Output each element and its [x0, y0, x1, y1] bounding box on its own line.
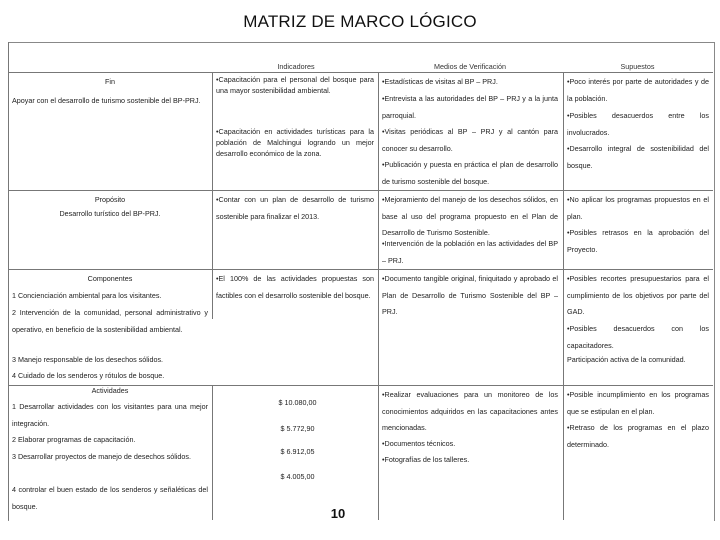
componente-1: 1 Concienciación ambiental para los visitantes.: [12, 291, 162, 300]
monto-2: $ 5.772,90: [280, 424, 315, 433]
fin-indicador-2: •Capacitación en actividades turísticas para la población de Malchingui logrando un mejor desarrollo económico de la zona.: [216, 127, 374, 158]
fin-supuesto-1: •Poco interés por parte de autoridades y de la población.: [567, 77, 709, 103]
grid-line: [378, 72, 379, 269]
grid-line: [8, 72, 713, 73]
header-medios: Medios de Verificación: [434, 62, 506, 71]
fin-text: Apoyar con el desarrollo de turismo sostenible del BP-PRJ.: [12, 96, 201, 105]
proposito-supuesto-1: •No aplicar los programas propuestos en el plan.: [567, 195, 709, 221]
monto-4: $ 4.005,00: [280, 472, 315, 481]
proposito-medio-1: •Mejoramiento del manejo de los desechos sólidos, en base al uso del programa propuesto en el Plan de Desarrollo de Turismo Sostenible.: [382, 195, 558, 238]
componentes-supuesto-3: Participación activa de la comunidad.: [567, 355, 686, 364]
actividad-4: 4 controlar el buen estado de los senderos y señaléticas del bosque.: [12, 485, 208, 511]
fin-medio-2: •Entrevista a las autoridades del BP – PRJ y a la junta parroquial.: [382, 94, 558, 120]
row-label-proposito: Propósito: [94, 195, 126, 204]
componente-2: 2 Intervención de la comunidad, personal administrativo y operativo, en beneficio de la sostenibilidad ambiental.: [12, 308, 208, 334]
fin-supuesto-3: •Desarrollo integral de sostenibilidad del bosque.: [567, 144, 709, 170]
componentes-indicador-1: •El 100% de las actividades propuestas son factibles con el desarrollo sostenible del bosque.: [216, 274, 374, 300]
proposito-medio-2: •Intervención de la población en las actividades del BP – PRJ.: [382, 239, 558, 265]
grid-line: [212, 72, 213, 269]
row-label-actividades: Actividades: [91, 386, 129, 395]
row-label-fin: Fin: [105, 77, 115, 86]
grid-line: [563, 72, 564, 520]
actividades-supuesto-1: •Posible incumplimiento en los programas que se estipulan en el plan.: [567, 390, 709, 416]
fin-supuesto-2: •Posibles desacuerdos entre los involucrados.: [567, 111, 709, 137]
actividad-2: 2 Elaborar programas de capacitación.: [12, 435, 136, 444]
grid-line: [378, 269, 379, 520]
fin-indicador-1: •Capacitación para el personal del bosque para una mayor sostenibilidad ambiental.: [216, 75, 374, 95]
monto-1: $ 10.080,00: [278, 398, 317, 407]
proposito-supuesto-2: •Posibles retrasos en la aprobación del Proyecto.: [567, 228, 709, 254]
fin-medio-4: •Publicación y puesta en práctica el plan de desarrollo de turismo sostenible del bosque.: [382, 160, 558, 186]
proposito-indicador-1: •Contar con un plan de desarrollo de turismo sostenible para finalizar el 2013.: [216, 195, 374, 221]
grid-line: [8, 269, 713, 270]
document-title: MATRIZ DE MARCO LÓGICO: [243, 12, 477, 31]
fin-medio-3: •Visitas periódicas al BP – PRJ y al cantón para conocer su desarrollo.: [382, 127, 558, 153]
header-indicadores: Indicadores: [277, 62, 315, 71]
monto-3: $ 6.912,05: [280, 447, 315, 456]
actividades-medio-1: •Realizar evaluaciones para un monitoreo de los conocimientos adquiridos en las capacitaciones antes mencionadas.: [382, 390, 558, 433]
actividad-3: 3 Desarrollar proyectos de manejo de desechos sólidos.: [12, 452, 191, 461]
row-label-componentes: Componentes: [87, 274, 133, 283]
proposito-text: Desarrollo turístico del BP-PRJ.: [59, 209, 161, 218]
actividades-medio-3: •Fotografías de los talleres.: [382, 455, 470, 464]
grid-line: [212, 385, 213, 520]
componentes-medio-1: •Documento tangible original, finiquitado y aprobado el Plan de Desarrollo de Turismo Sostenible del BP – PRJ.: [382, 274, 558, 317]
grid-line: [8, 42, 9, 520]
page-number: 10: [330, 506, 346, 521]
componente-4: 4 Cuidado de los senderos y rótulos de bosque.: [12, 371, 165, 380]
componentes-supuesto-1: •Posibles recortes presupuestarios para el cumplimiento de los objetivos por parte del GAD.: [567, 274, 709, 317]
componente-3: 3 Manejo responsable de los desechos sólidos.: [12, 355, 164, 364]
grid-line: [8, 190, 713, 191]
grid-line: [212, 269, 213, 319]
actividades-medio-2: •Documentos técnicos.: [382, 439, 456, 448]
actividad-1: 1 Desarrollar actividades con los visitantes para una mejor integración.: [12, 402, 208, 428]
fin-medio-1: •Estadísticas de visitas al BP – PRJ.: [382, 77, 498, 86]
componentes-supuesto-2: •Posibles desacuerdos con los capacitadores.: [567, 324, 709, 350]
actividades-supuesto-2: •Retraso de los programas en el plazo determinado.: [567, 423, 709, 449]
header-supuestos: Supuestos: [620, 62, 655, 71]
